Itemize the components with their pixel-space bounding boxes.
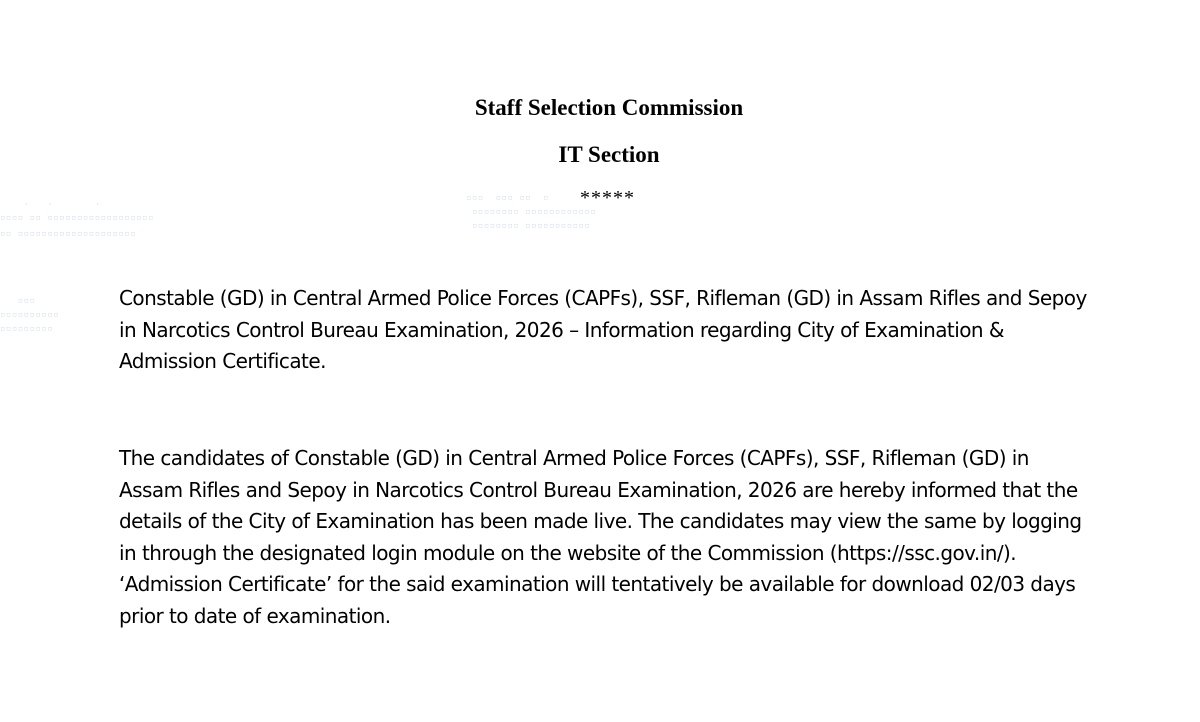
body-line: ‘Admission Certificate’ for the said examination will tentatively be available for download 02/03 days	[119, 572, 1076, 596]
subject-line: in Narcotics Control Bureau Examination, 2026 – Information regarding City of Examination &	[119, 317, 1004, 342]
bleed-through-artifact: · · ·	[0, 200, 101, 210]
section-title: IT Section	[558, 142, 660, 167]
bleed-through-artifact: ▫▫▫▫▫▫▫▫ ▫▫▫▫▫▫▫▫▫▫▫▫	[472, 207, 597, 217]
notice-body	[119, 443, 1109, 632]
bleed-through-artifact: ▫▫▫▫▫▫▫▫▫	[0, 324, 54, 334]
body-line: in through the designated login module on the website of the Commission (https://ssc.gov.in/).	[119, 540, 1017, 565]
body-line: details of the City of Examination has been made live. The candidates may view the same by logging	[119, 509, 1082, 533]
bleed-through-artifact: ▫▫▫▫ ▫▫ ▫▫▫▫▫▫▫▫▫▫▫▫▫▫▫▫▫▫	[0, 213, 154, 223]
bleed-through-artifact: ▫▫▫	[0, 296, 36, 306]
subject-line: Constable (GD) in Central Armed Police Forces (CAPFs), SSF, Rifleman (GD) in Assam Rifles and Sepoy	[119, 286, 1087, 310]
bleed-through-artifact: ▫▫ ▫▫▫▫▫▫▫▫▫▫▫▫▫▫▫▫▫▫▫▫	[0, 229, 137, 239]
notice-subject	[119, 283, 1109, 378]
subject-line: Admission Certificate.	[119, 349, 326, 373]
body-line: prior to date of examination.	[119, 603, 391, 628]
bleed-through-artifact: ▫▫▫▫▫▫▫▫ ▫▫▫▫▫▫▫▫▫▫▫	[472, 221, 591, 231]
bleed-through-artifact: ▫▫▫ ▫▫▫ ▫▫ ▫	[466, 193, 549, 203]
separator-asterisks: *****	[580, 187, 635, 209]
body-line: The candidates of Constable (GD) in Central Armed Police Forces (CAPFs), SSF, Rifleman (GD) in	[119, 446, 1029, 470]
organization-title: Staff Selection Commission	[474, 95, 744, 120]
body-line: Assam Rifles and Sepoy in Narcotics Control Bureau Examination, 2026 are hereby informed that the	[119, 477, 1078, 502]
bleed-through-artifact: ▫▫▫▫▫▫▫▫▫▫	[0, 310, 60, 320]
